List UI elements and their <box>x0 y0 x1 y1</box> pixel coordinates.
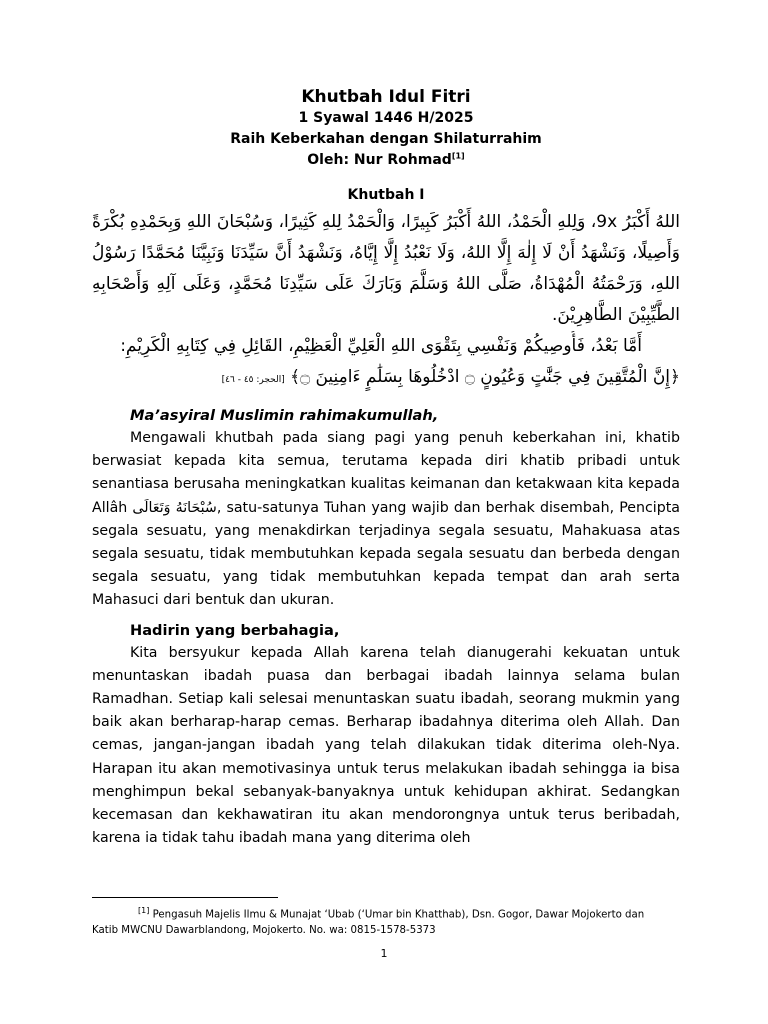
footnote-line-1 <box>92 903 686 923</box>
document-date: 1 Syawal 1446 H/2025 <box>298 110 474 126</box>
arabic-verse-reference: [الحجر: ٤٥ - ٤٦] <box>221 375 285 385</box>
document-author <box>92 150 680 171</box>
document-page <box>92 86 680 850</box>
greeting-heading-2: Hadirin yang berbahagia, <box>130 621 340 639</box>
footnote-divider <box>92 897 278 898</box>
body-paragraph-1: Mengawali khutbah pada siang pagi yang penuh keberkahan ini, khatib berwasiat kepada kita semua, terutama kepada diri khatib pribadi untuk senantiasa berusaha meningkatkan kualitas keimanan dan ketakwaan kita kepada Allâh سُبْحَانَهُ وَتَعَالَى, satu-satunya Tuhan yang wajib dan berhak disembah, Pencipta segala sesuatu, yang menakdirkan terjadinya segala sesuatu, Mahakuasa atas segala sesuatu, tidak membutuhkan kepada segala sesuatu dan berbeda dengan segala sesuatu, yang tidak membutuhkan kepada tempat dan arah serta Mahasuci dari bentuk dan ukuran. <box>92 430 680 609</box>
body-paragraph-2: Kita bersyukur kepada Allah karena telah dianugerahi kekuatan untuk menuntaskan ibadah puasa dan berbagai ibadah lainnya selama bulan Ramadhan. Setiap kali selesai menuntaskan suatu ibadah, seorang mukmin yang baik akan berharap-harap cemas. Berharap ibadahnya diterima oleh Allah. Dan cemas, jangan-jangan ibadah yang telah dilakukan tidak diterima oleh-Nya. Harapan itu akan memotivasinya untuk terus melakukan ibadah sehingga ia bisa menghimpun bekal sebanyak-banyaknya untuk kehidupan akhirat. Sedangkan kecemasan dan kekhawatiran itu akan mendorongnya untuk terus beribadah, karena ia tidak tahu ibadah mana yang diterima oleh <box>92 644 680 847</box>
title-block <box>92 86 680 205</box>
arabic-verse <box>92 362 680 396</box>
arabic-verse-text: ﴿إِنَّ الْمُتَّقِينَ فِي جَنَّٰتٍ وَعُيُونٍ ۝ ادْخُلُوهَا بِسَلَٰمٍ ءَامِنِينَ ۝﴾ <box>290 367 680 387</box>
greeting-heading-1: Ma’asyiral Muslimin rahimakumullah, <box>130 407 439 424</box>
document-title: Khutbah Idul Fitri <box>301 87 471 107</box>
footnote-text-1: Pengasuh Majelis Ilmu & Munajat ‘Ubab (‘Umar bin Khatthab), Dsn. Gogor, Dawar Mojokerto dan <box>152 909 645 921</box>
section-heading: Khutbah I <box>347 187 425 203</box>
document-theme: Raih Keberkahan dengan Shilaturrahim <box>230 131 542 147</box>
arabic-opening-text: اللهُ أَكْبَرُ 9x، وَلِلهِ الْحَمْدُ، اللهُ أَكْبَرُ كَبِيرًا، وَالْحَمْدُ لِلهِ كَثِيرًا، وَسُبْحَانَ اللهِ وَبِحَمْدِهِ بُكْرَةً وَأَصِيلًا، وَنَشْهَدُ أَنْ لَا إِلٰهَ إِلَّا اللهُ، وَلَا نَعْبُدُ إِلَّا إِيَّاهُ، وَنَشْهَدُ أَنَّ سَيِّدَنَا وَنَبِيَّنَا مُحَمَّدًا رَسُوْلُ اللهِ، وَرَحْمَتُهُ الْمُهْدَاةُ، صَلَّى اللهُ وَسَلَّمَ وَبَارَكَ عَلَى سَيِّدِنَا مُحَمَّدٍ، وَعَلَى آلِهِ وَأَصْحَابِهِ الطَّيِّبِيْنَ الطَّاهِرِيْنَ. <box>92 212 680 325</box>
author-name: Oleh: Nur Rohmad <box>307 152 452 168</box>
footnote-line-2: Katib MWCNU Dawarblandong, Mojokerto. No. wa: 0815-1578-5373 <box>92 925 436 937</box>
page-number: 1 <box>380 947 388 960</box>
footnote-marker: [1] <box>138 906 150 915</box>
footnote <box>92 903 686 939</box>
arabic-amma-badu: أَمَّا بَعْدُ، فَأُوصِيكُمْ وَنَفْسِي بِتَقْوَى اللهِ الْعَلِيِّ الْعَظِيْمِ، القَائِلِ فِي كِتَابِهِ الْكَرِيْمِ: <box>120 336 642 356</box>
footnote-reference[interactable]: [1] <box>451 151 465 161</box>
